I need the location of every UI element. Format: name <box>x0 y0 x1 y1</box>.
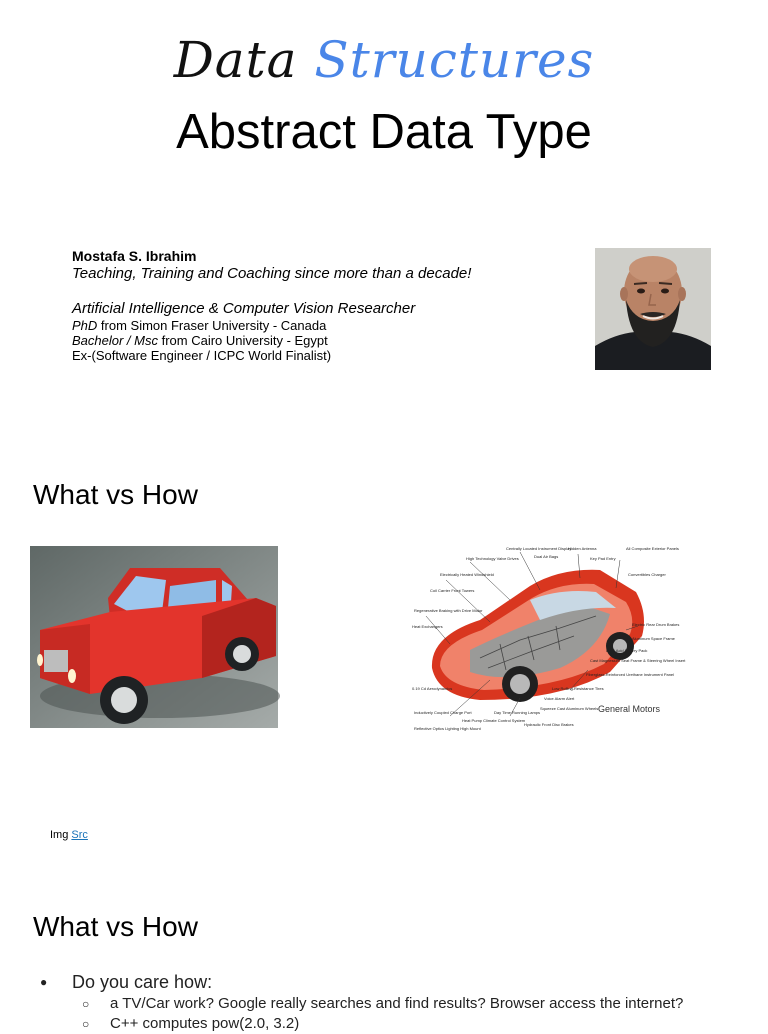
author-name: Mostafa S. Ibrahim <box>72 248 197 264</box>
callout-label: Aluminum Space Frame <box>632 636 675 641</box>
callout-label: Voice Alarm Alert <box>544 696 575 701</box>
callout-label: Fiberglass-Reinforced Urethane Instrument Panel <box>586 672 675 677</box>
image-source-prefix: Img <box>50 829 72 841</box>
callout-label: Heat Pump Climate Control System <box>462 718 526 723</box>
title-word-structures: Structures <box>314 31 595 89</box>
callout-label: Inductively Coupled Charge Port <box>414 710 472 715</box>
toy-car-image <box>30 546 278 728</box>
phd-text: from Simon Fraser University - Canada <box>97 318 327 333</box>
callout-label: Coil Carrier Front Towers <box>430 588 475 593</box>
author-tagline: Teaching, Training and Coaching since more than a decade! <box>72 265 472 282</box>
callout-label: Electrically Heated Windshield <box>440 572 494 577</box>
author-bio <box>72 247 572 363</box>
section-heading-what-vs-how: What vs How <box>33 479 198 510</box>
callout-label: Heat Exchangers <box>412 624 443 629</box>
callout-label: Day Time Running Lamps <box>494 710 541 715</box>
section-heading-what-vs-how-2: What vs How <box>33 911 198 942</box>
callout-label: Hydraulic Front Disc Brakes <box>524 722 574 727</box>
callout-label: Electric Rear Drum Brakes <box>632 622 680 627</box>
author-research: Artificial Intelligence & Computer Vision Researcher <box>72 300 416 317</box>
bullet-list <box>40 970 760 1034</box>
title-word-data: Data <box>173 31 298 89</box>
author-bachelor <box>72 333 572 348</box>
callout-label: Regenerative Braking with Drive Motor <box>414 608 483 613</box>
callout-label: Dual Air Bags <box>534 554 559 559</box>
callout-label: All Composite Exterior Panels <box>626 546 679 551</box>
callout-label: 0.19 Cd Aerodynamics <box>412 686 453 691</box>
list-item-sub: ○ C++ computes pow(2.0, 3.2) <box>40 1014 760 1034</box>
bachelor-label: Bachelor / Msc <box>72 333 158 348</box>
author-ex: Ex-(Software Engineer / ICPC World Finalist) <box>72 348 332 363</box>
callout-label: Centrally Located Instrument Display <box>506 546 572 551</box>
bachelor-text: from Cairo University - Egypt <box>157 333 328 348</box>
page-title: Abstract Data Type <box>176 105 592 159</box>
list-item: ● Do you care how: <box>40 970 760 994</box>
gm-car-cutaway-image <box>410 540 686 735</box>
phd-label: PhD <box>72 318 98 333</box>
callout-label: Cast Magnesium Seat Frame & Steering Wheel Insert <box>590 658 686 663</box>
author-photo <box>595 248 711 370</box>
callout-label: Key Pad Entry <box>590 556 616 561</box>
callout-label: High Technology Valve Drives <box>466 556 519 561</box>
script-title <box>0 28 768 92</box>
callout-label: Convertibles Charger <box>628 572 666 577</box>
callout-label: Lead Acid Battery Pack <box>606 648 648 653</box>
author-phd <box>72 318 572 333</box>
callout-label: Reflective Optics Lighting High Mount <box>414 726 481 731</box>
callout-label: Hidden Antenna <box>568 546 597 551</box>
list-item-sub: ○ a TV/Car work? Google really searches and find results? Browser access the internet? <box>40 994 760 1014</box>
image-source <box>50 829 88 841</box>
image-source-link[interactable]: Src <box>71 829 88 841</box>
callout-label: Low Rolling-Resistance Tires <box>552 686 604 691</box>
gm-brand-label: General Motors <box>598 704 661 714</box>
callout-label: Squeeze Cast Aluminum Wheels <box>540 706 599 711</box>
